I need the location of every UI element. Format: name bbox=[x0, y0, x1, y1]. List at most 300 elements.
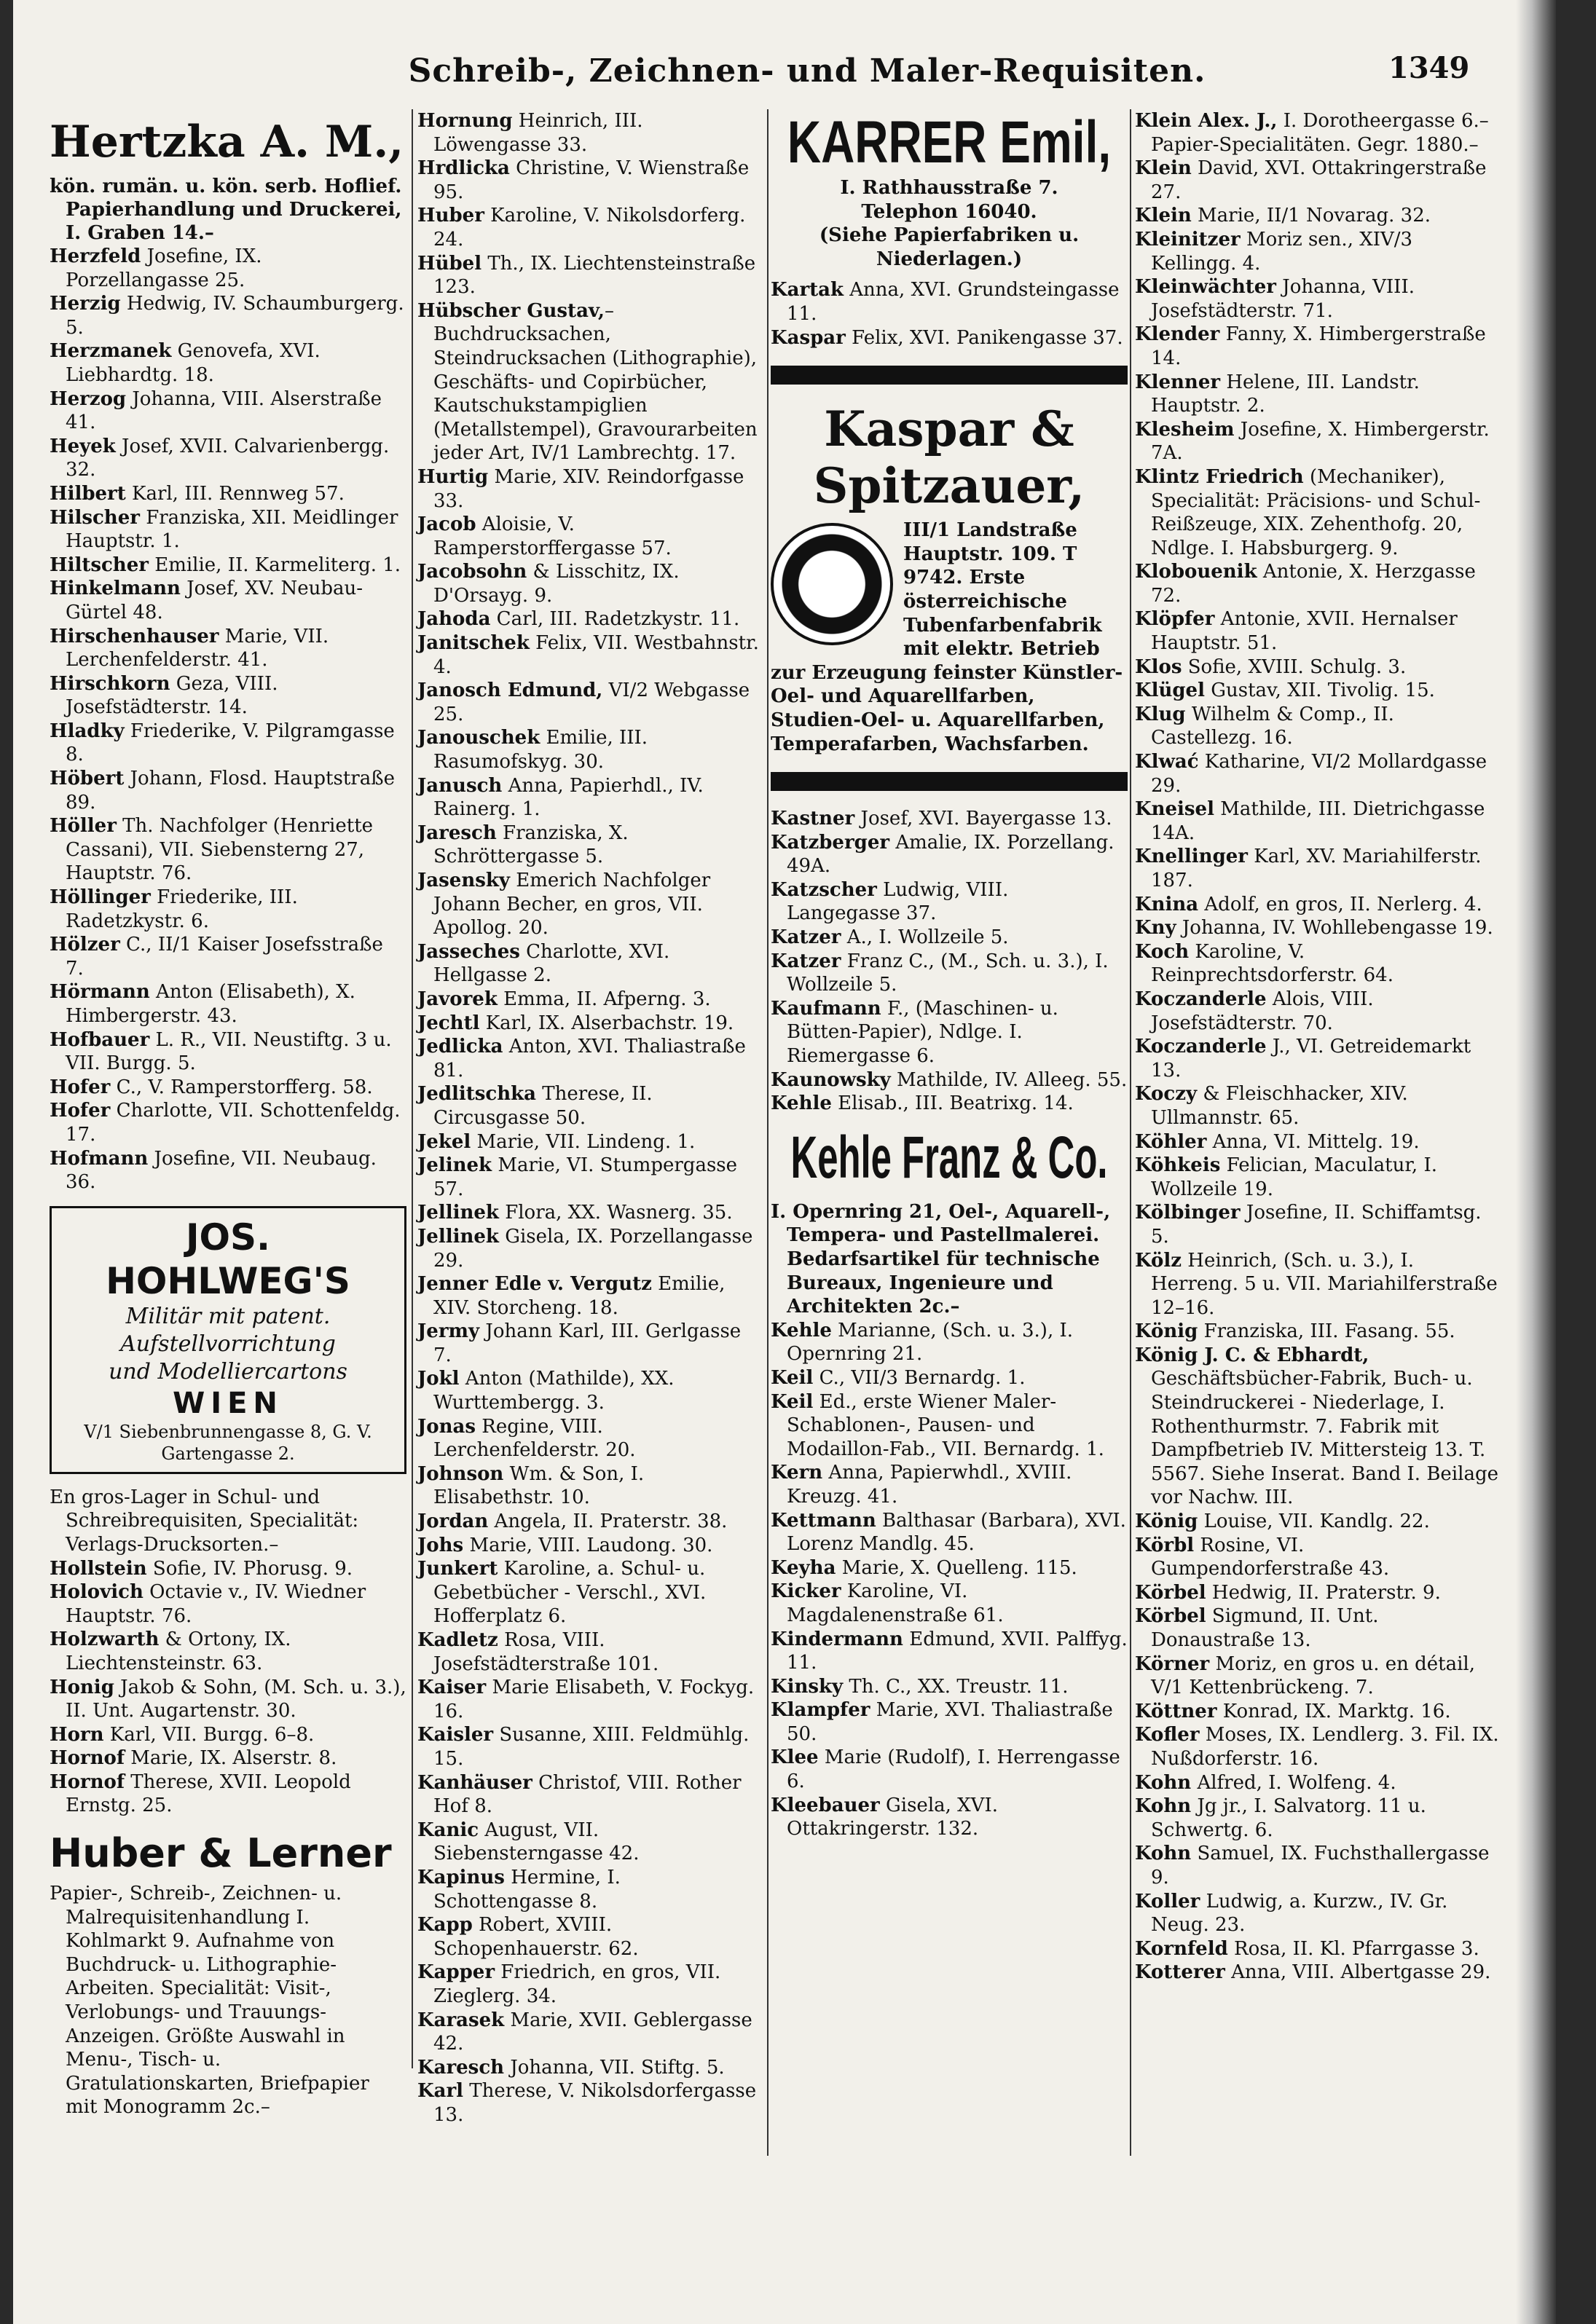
entry-details: F., (Maschinen- u. Bütten-Papier), Ndlge. I. Riemergasse 6. bbox=[787, 997, 1058, 1068]
entry-details: Balthasar (Barbara), XVI. Lorenz Mandlg. 45. bbox=[787, 1509, 1126, 1556]
entry-name: Klwać bbox=[1135, 751, 1199, 773]
entry-details: Jg jr., I. Salvatorg. 11 u. Schwertg. 6. bbox=[1151, 1795, 1426, 1841]
entry-details: Franz C., (M., Sch. u. 3.), I. Wollzeile 5. bbox=[787, 950, 1109, 996]
entry-name: Kleebauer bbox=[771, 1794, 880, 1816]
entry-name: Klampfer bbox=[771, 1699, 870, 1722]
entry-name: Koczy bbox=[1135, 1083, 1198, 1106]
entry-name: Kneisel bbox=[1135, 798, 1214, 821]
directory-entry bbox=[50, 387, 406, 435]
directory-entry bbox=[50, 1628, 406, 1675]
entry-details: VI/2 Webgasse 25. bbox=[433, 680, 750, 725]
entry-name: Huber bbox=[417, 205, 484, 227]
entry-name: Körner bbox=[1135, 1653, 1210, 1675]
directory-entry bbox=[771, 1556, 1128, 1580]
entry-details: Friedrich, en gros, VII. Zieglerg. 34. bbox=[433, 1961, 721, 2007]
entry-details: Gustav, XII. Tivolig. 15. bbox=[1204, 680, 1435, 702]
directory-entry bbox=[1135, 916, 1499, 940]
entry-name: König J. C. & Ebhardt, bbox=[1135, 1344, 1369, 1366]
directory-entry bbox=[417, 513, 763, 560]
directory-entry bbox=[771, 1746, 1128, 1793]
entry-details: I. Dorotheergasse 6.– Papier-Specialitäten. Gegr. 1880.– bbox=[1151, 110, 1489, 156]
entry-name: Kornfeld bbox=[1135, 1937, 1228, 1960]
entry-name: Hinkelmann bbox=[50, 578, 181, 600]
directory-entry bbox=[771, 1092, 1128, 1116]
entry-name: Kaunowsky bbox=[771, 1068, 891, 1091]
entry-name: Jekel bbox=[417, 1130, 471, 1153]
directory-entry bbox=[417, 109, 763, 157]
entry-name: Klug bbox=[1135, 703, 1186, 725]
directory-entry bbox=[50, 554, 406, 578]
entry-name: Knina bbox=[1135, 893, 1199, 915]
entry-name: Janitschek bbox=[417, 632, 530, 655]
entry-details: Josefine, II. Schiffamtsg. 5. bbox=[1151, 1202, 1482, 1248]
entry-name: Jechtl bbox=[417, 1012, 480, 1034]
entry-details: Marie, X. Quelleng. 115. bbox=[836, 1556, 1077, 1579]
entry-details: Charlotte, XVI. Hellgasse 2. bbox=[433, 940, 670, 987]
entry-details: Mathilde, III. Dietrichgasse 14A. bbox=[1151, 798, 1485, 844]
kehle-description: I. Opernring 21, Oel-, Aquarell-, Tempera- und Pastellmalerei. Bedarfsartikel für technische Bureaux, Ingenieure und Architekten 2c.– bbox=[771, 1200, 1111, 1318]
directory-entry bbox=[1135, 371, 1499, 418]
entry-details: Johann, Flosd. Hauptstraße 89. bbox=[66, 768, 395, 814]
entry-details: Geza, VIII. Josefstädterstr. 14. bbox=[66, 672, 278, 719]
entry-name: Herzig bbox=[50, 293, 121, 315]
directory-entry bbox=[771, 1319, 1128, 1366]
entry-name: Karasek bbox=[417, 2009, 505, 2031]
entry-details: Geschäftsbücher-Fabrik, Buch- u. Steindruckerei - Niederlage, I. Rothenthurmstr. 7. Fabrik mit Dampfbetrieb IV. Mittersteig 13. T. 5567. Siehe Inserat. Band I. Beilage vor Nachw. III. bbox=[1151, 1368, 1498, 1509]
directory-entry bbox=[1135, 1082, 1499, 1130]
huber-lerner-heading: Huber & Lerner bbox=[50, 1830, 392, 1877]
directory-entry bbox=[417, 1819, 763, 1866]
entry-details: Carl, III. Radetzkystr. 11. bbox=[490, 608, 740, 631]
directory-entry bbox=[50, 1099, 406, 1146]
directory-entry bbox=[417, 1415, 763, 1462]
entry-details: Karoline, a. Schul- u. Gebetbücher - Verschl., XVI. Hofferplatz 6. bbox=[433, 1558, 707, 1628]
directory-entry bbox=[1135, 750, 1499, 797]
entry-name: Herzmanek bbox=[50, 340, 172, 363]
entry-name: Hofer bbox=[50, 1076, 111, 1098]
entry-details: Robert, XVIII. Schopenhauerstr. 62. bbox=[433, 1914, 639, 1960]
directory-entry bbox=[417, 607, 763, 631]
directory-entry bbox=[1135, 797, 1499, 845]
entry-name: Koch bbox=[1135, 940, 1190, 963]
directory-entry bbox=[50, 720, 406, 767]
directory-entry bbox=[417, 869, 763, 940]
entry-details: Karoline, V. Nikolsdorferg. 24. bbox=[433, 205, 746, 251]
entry-details: Josefine, VII. Neubaug. 36. bbox=[66, 1147, 377, 1194]
entry-details: Elisab., III. Beatrixg. 14. bbox=[831, 1092, 1074, 1115]
entry-details: Karl, VII. Burgg. 6–8. bbox=[103, 1723, 315, 1746]
entry-details: Alois, VIII. Josefstädterstr. 70. bbox=[1151, 988, 1374, 1034]
entry-name: Höllinger bbox=[50, 886, 151, 909]
entry-details: Johanna, VIII. Alserstraße 41. bbox=[66, 387, 382, 434]
entry-details: Sigmund, II. Unt. Donaustraße 13. bbox=[1151, 1605, 1379, 1651]
directory-entry bbox=[417, 1534, 763, 1558]
directory-entry bbox=[1135, 1154, 1499, 1201]
entry-name: Höller bbox=[50, 815, 117, 838]
entry-name: Köttner bbox=[1135, 1700, 1217, 1722]
entry-details: Marie, VII. Lindeng. 1. bbox=[471, 1130, 696, 1153]
directory-entry bbox=[771, 1628, 1128, 1675]
entry-name: Hirschkorn bbox=[50, 672, 170, 695]
directory-entry bbox=[417, 560, 763, 607]
entry-name: Jelinek bbox=[417, 1154, 492, 1177]
directory-entry bbox=[50, 1770, 406, 1818]
entry-details: Emma, II. Afperng. 3. bbox=[497, 988, 711, 1010]
entry-name: Kleinitzer bbox=[1135, 228, 1241, 251]
entry-details: Johanna, VII. Stiftg. 5. bbox=[504, 2056, 725, 2079]
entry-details: Angela, II. Praterstr. 38. bbox=[488, 1510, 728, 1533]
directory-entry bbox=[50, 245, 406, 292]
entry-details: Louise, VII. Kandlg. 22. bbox=[1198, 1510, 1430, 1533]
directory-entry bbox=[417, 2079, 763, 2127]
entry-name: Klein bbox=[1135, 205, 1192, 227]
entry-name: Hilbert bbox=[50, 482, 126, 505]
entry-name: Jaresch bbox=[417, 822, 497, 844]
directory-entry bbox=[1135, 1510, 1499, 1534]
directory-entry bbox=[1135, 1035, 1499, 1082]
entry-details: L. R., VII. Neustiftg. 3 u. VII. Burgg. 5. bbox=[66, 1028, 392, 1075]
directory-entry bbox=[1135, 1581, 1499, 1605]
directory-entry bbox=[771, 1794, 1128, 1841]
directory-entry bbox=[417, 1628, 763, 1676]
directory-entry bbox=[771, 878, 1128, 926]
directory-entry bbox=[417, 1082, 763, 1130]
entry-list bbox=[1135, 109, 1499, 1985]
entry-name: Hollstein bbox=[50, 1557, 147, 1580]
directory-entry bbox=[771, 1580, 1128, 1627]
entry-details: Hermine, I. Schottengasse 8. bbox=[433, 1866, 621, 1913]
entry-name: Klintz Friedrich bbox=[1135, 465, 1304, 488]
entry-details: Emilie, II. Karmeliterg. 1. bbox=[148, 554, 401, 576]
entry-name: Klöpfer bbox=[1135, 608, 1215, 631]
entry-name: Horn bbox=[50, 1723, 104, 1746]
entry-details: Antonie, X. Herzgasse 72. bbox=[1151, 561, 1476, 607]
entry-name: Kapinus bbox=[417, 1866, 505, 1888]
directory-entry bbox=[771, 1509, 1128, 1556]
entry-name: Kicker bbox=[771, 1580, 841, 1603]
karrer-telephone: Telephon 16040. bbox=[861, 200, 1037, 223]
directory-entry bbox=[50, 1557, 406, 1581]
entry-name: Kölbinger bbox=[1135, 1202, 1241, 1224]
entry-name: Kastner bbox=[771, 808, 855, 830]
entry-details: Marie, VII. Lerchenfelderstr. 41. bbox=[66, 625, 329, 671]
entry-details: Therese, V. Nikolsdorfergasse 13. bbox=[433, 2080, 757, 2126]
entry-name: Keil bbox=[771, 1390, 814, 1413]
directory-entry bbox=[1135, 893, 1499, 917]
directory-entry bbox=[50, 767, 406, 814]
directory-entry bbox=[1135, 1344, 1499, 1510]
entry-details: A., I. Wollzeile 5. bbox=[841, 926, 1009, 949]
entry-name: Kindermann bbox=[771, 1628, 903, 1650]
column-divider bbox=[412, 109, 413, 2068]
entry-name: Katzscher bbox=[771, 878, 877, 901]
entry-details: Wm. & Son, I. Elisabethstr. 10. bbox=[433, 1462, 645, 1509]
directory-entry bbox=[1135, 465, 1499, 560]
directory-entry bbox=[771, 1390, 1128, 1462]
directory-entry bbox=[1135, 323, 1499, 370]
directory-entry bbox=[417, 1225, 763, 1272]
entry-name: Kinsky bbox=[771, 1675, 844, 1698]
entry-name: Kartak bbox=[771, 279, 844, 302]
entry-name: Katzer bbox=[771, 950, 841, 972]
entry-details: Karl, XV. Mariahilferstr. 187. bbox=[1151, 846, 1482, 891]
directory-entry bbox=[1135, 679, 1499, 703]
directory-entry bbox=[417, 2056, 763, 2080]
entry-details: & Lisschitz, IX. D'Orsayg. 9. bbox=[433, 561, 680, 607]
entry-name: Jacobsohn bbox=[417, 561, 527, 583]
entry-name: Jenner Edle v. Vergutz bbox=[417, 1273, 652, 1296]
directory-entry bbox=[417, 1557, 763, 1628]
entry-details: Marianne, (Sch. u. 3.), I. Opernring 21. bbox=[787, 1319, 1074, 1366]
entry-details: David, XVI. Ottakringerstraße 27. bbox=[1151, 157, 1487, 203]
entry-name: Körbel bbox=[1135, 1605, 1206, 1628]
entry-details: Christof, VIII. Rother Hof 8. bbox=[433, 1771, 742, 1818]
entry-name: Kaspar bbox=[771, 326, 846, 349]
entry-name: Keil bbox=[771, 1366, 814, 1389]
entry-name: Hübscher Gustav, bbox=[417, 299, 605, 322]
entry-details: Sofie, IV. Phorusg. 9. bbox=[146, 1557, 353, 1580]
directory-entry bbox=[50, 1676, 406, 1723]
directory-entry bbox=[417, 1723, 763, 1770]
entry-name: Junkert bbox=[417, 1558, 498, 1580]
entry-details: Therese, XVII. Leopold Ernstg. 25. bbox=[66, 1770, 351, 1817]
entry-details: Edmund, XVII. Palffyg. 11. bbox=[787, 1628, 1128, 1674]
entry-name: Klein bbox=[1135, 157, 1192, 180]
entry-details: Moriz sen., XIV/3 Kellingg. 4. bbox=[1151, 228, 1413, 275]
entry-details: Alfred, I. Wolfeng. 4. bbox=[1191, 1771, 1396, 1794]
entry-details: Anton (Mathilde), XX. Wurttembergg. 3. bbox=[433, 1368, 675, 1414]
directory-entry bbox=[417, 204, 763, 251]
directory-entry bbox=[417, 157, 763, 204]
page-edge-shadow bbox=[1516, 0, 1556, 2324]
entry-details: Josef, XVII. Calvarienbergg. 32. bbox=[66, 435, 390, 481]
directory-entry bbox=[417, 252, 763, 299]
column-4 bbox=[1135, 109, 1499, 1985]
entry-details: Ed., erste Wiener Maler-Schablonen-, Pausen- und Modaillon-Fab., VII. Bernardg. 1. bbox=[787, 1390, 1104, 1460]
directory-entry bbox=[771, 997, 1128, 1068]
entry-name: Holzwarth bbox=[50, 1628, 160, 1651]
directory-entry bbox=[1135, 1795, 1499, 1842]
directory-entry bbox=[1135, 1604, 1499, 1652]
entry-name: Karl bbox=[417, 2080, 464, 2103]
entry-details: Franziska, X. Schröttergasse 5. bbox=[433, 822, 629, 868]
entry-details: Josefine, X. Himbergerstr. 7A. bbox=[1151, 418, 1490, 465]
entry-name: Kettmann bbox=[771, 1509, 876, 1532]
kaspar-spitzauer-description: III/1 Landstraße Hauptstr. 109. T 9742. Erste österreichische Tubenfarbenfabrik mit elektr. Betrieb zur Erzeugung feinster Künstler-Oel- und Aquarellfarben, Studien-Oel- u. Aquarellfarben, Temperafarben, Wachsfarben. bbox=[771, 519, 1123, 755]
directory-entry bbox=[50, 339, 406, 387]
entry-name: Kern bbox=[771, 1462, 823, 1484]
page-number: 1349 bbox=[1388, 51, 1470, 85]
entry-details: Josefine, IX. Porzellangasse 25. bbox=[66, 245, 262, 291]
entry-name: Jellinek bbox=[417, 1225, 499, 1248]
entry-name: Klesheim bbox=[1135, 418, 1235, 441]
entry-details: Rosa, II. Kl. Pfarrgasse 3. bbox=[1227, 1937, 1479, 1960]
directory-entry bbox=[1135, 1130, 1499, 1154]
hohlweg-advertisement bbox=[50, 1206, 406, 1474]
directory-entry bbox=[50, 577, 406, 624]
entry-details: Felician, Maculatur, I. Wollzeile 19. bbox=[1151, 1154, 1437, 1200]
directory-entry bbox=[1135, 607, 1499, 655]
directory-entry bbox=[417, 1012, 763, 1036]
column-1 bbox=[50, 109, 406, 2119]
entry-name: Hofer bbox=[50, 1100, 111, 1122]
entry-details: Heinrich, (Sch. u. 3.), I. Herreng. 5 u. VII. Mariahilferstraße 12–16. bbox=[1151, 1249, 1498, 1319]
entry-details: Anna, XVI. Grundsteingasse 11. bbox=[787, 279, 1120, 325]
entry-details: Emilie, XIV. Storcheng. 18. bbox=[433, 1273, 726, 1319]
directory-entry bbox=[417, 299, 763, 465]
directory-entry bbox=[417, 726, 763, 773]
entry-details: Wilhelm & Comp., II. Castellezg. 16. bbox=[1151, 703, 1394, 749]
directory-entry bbox=[771, 1461, 1128, 1508]
page-title: Schreib-, Zeichnen- und Maler-Requisiten. bbox=[408, 52, 1206, 90]
huber-lerner-description: Papier-, Schreib-, Zeichnen- u. Malrequisitenhandlung I. Kohlmarkt 9. Aufnahme von Buchdruck- u. Lithographie-Arbeiten. Specialität: Visit-, Verlobungs- und Trauungs-Anzeigen. Größte Auswahl in Menu-, Tisch- u. Gratulationskarten, Briefpapier mit Monogramm 2c.– bbox=[50, 1883, 369, 2119]
directory-entry bbox=[771, 1068, 1128, 1092]
entry-name: Jahoda bbox=[417, 608, 491, 631]
entry-details: Hedwig, II. Praterstr. 9. bbox=[1206, 1581, 1441, 1604]
directory-entry bbox=[771, 950, 1128, 997]
directory-entry bbox=[417, 1272, 763, 1320]
entry-name: Kaufmann bbox=[771, 997, 881, 1020]
entry-details: Flora, XX. Wasnerg. 35. bbox=[498, 1202, 733, 1224]
entry-name: Jasseches bbox=[417, 940, 520, 963]
directory-entry bbox=[1135, 157, 1499, 204]
entry-details: Ludwig, a. Kurzw., IV. Gr. Neug. 23. bbox=[1151, 1890, 1448, 1937]
entry-name: König bbox=[1135, 1510, 1198, 1533]
entry-name: Körbel bbox=[1135, 1581, 1206, 1604]
directory-entry bbox=[771, 1698, 1128, 1746]
entry-name: Hofbauer bbox=[50, 1028, 150, 1051]
entry-name: Hirschenhauser bbox=[50, 625, 219, 647]
directory-entry bbox=[1135, 1771, 1499, 1795]
directory-entry bbox=[1135, 1700, 1499, 1724]
directory-entry bbox=[1135, 560, 1499, 607]
entry-name: Klee bbox=[771, 1746, 819, 1769]
directory-entry bbox=[50, 435, 406, 482]
entry-details: Moses, IX. Lendlerg. 3. Fil. IX. Nußdorferstr. 16. bbox=[1151, 1724, 1499, 1770]
directory-entry bbox=[417, 1676, 763, 1723]
directory-entry bbox=[417, 774, 763, 822]
entry-details: Heinrich, III. Löwengasse 33. bbox=[433, 110, 643, 156]
directory-entry bbox=[1135, 1961, 1499, 1985]
entry-details: Anna, Papierhdl., IV. Rainerg. 1. bbox=[433, 774, 704, 821]
entry-name: Kölz bbox=[1135, 1249, 1182, 1272]
directory-entry bbox=[1135, 418, 1499, 465]
entry-name: König bbox=[1135, 1320, 1198, 1343]
entry-name: Koller bbox=[1135, 1890, 1200, 1913]
entry-name: Köhler bbox=[1135, 1130, 1207, 1153]
entry-details: Rosa, VIII. Josefstädterstraße 101. bbox=[433, 1629, 659, 1675]
entry-name: Kanhäuser bbox=[417, 1771, 532, 1794]
entry-name: Klein Alex. J., bbox=[1135, 110, 1278, 132]
entry-list bbox=[771, 1319, 1128, 1841]
entry-name: Hladky bbox=[50, 720, 125, 742]
directory-entry bbox=[50, 1723, 406, 1747]
directory-entry bbox=[417, 1201, 763, 1225]
entry-name: Koczanderle bbox=[1135, 1036, 1267, 1058]
directory-entry bbox=[1135, 204, 1499, 228]
ad-line: und Modelliercartons bbox=[109, 1358, 347, 1384]
karrer-heading: KARRER Emil, bbox=[787, 109, 1112, 176]
entry-details: Mathilde, IV. Alleeg. 55. bbox=[890, 1068, 1128, 1091]
entry-details: Anton, XVI. Thaliastraße 81. bbox=[433, 1036, 746, 1082]
entry-details: Marie, XIV. Reindorfgasse 33. bbox=[433, 465, 744, 512]
directory-entry bbox=[417, 1462, 763, 1510]
entry-list bbox=[771, 807, 1128, 1116]
entry-name: Herzog bbox=[50, 387, 127, 410]
entry-list bbox=[771, 278, 1128, 350]
directory-entry bbox=[50, 1028, 406, 1076]
directory-entry bbox=[417, 2009, 763, 2056]
entry-name: Hübel bbox=[417, 252, 482, 275]
entry-name: Jordan bbox=[417, 1510, 489, 1533]
directory-entry bbox=[417, 1320, 763, 1367]
entry-details: Emilie, III. Rasumofskyg. 30. bbox=[433, 727, 648, 773]
entry-name: Kny bbox=[1135, 917, 1176, 940]
directory-entry bbox=[1135, 109, 1499, 157]
column-2 bbox=[417, 109, 763, 2127]
entry-name: Hornof bbox=[50, 1747, 125, 1770]
entry-name: Karesch bbox=[417, 2056, 505, 2079]
entry-name: Katzer bbox=[771, 926, 841, 949]
entry-details: Felix, VII. Westbahnstr. 4. bbox=[433, 632, 759, 678]
entry-list bbox=[417, 109, 763, 2127]
entry-name: Hurtig bbox=[417, 465, 489, 488]
entry-details: Felix, XVI. Panikengasse 37. bbox=[845, 326, 1123, 349]
directory-entry bbox=[50, 1076, 406, 1100]
entry-name: Katzberger bbox=[771, 831, 890, 854]
directory-entry bbox=[1135, 845, 1499, 892]
ad-line: Militär mit patent. Aufstellvorrichtung bbox=[120, 1303, 336, 1357]
entry-details: Aloisie, V. Ramperstorffergasse 57. bbox=[433, 513, 672, 559]
directory-entry bbox=[1135, 1201, 1499, 1248]
entry-name: Klenner bbox=[1135, 371, 1221, 393]
entry-details: Marie, IX. Alserstr. 8. bbox=[125, 1747, 337, 1770]
entry-details: Anton (Elisabeth), X. Himbergerstr. 43. bbox=[66, 981, 355, 1027]
entry-name: Jonas bbox=[417, 1415, 476, 1438]
entry-name: Jasensky bbox=[417, 870, 510, 891]
entry-details: Moriz, en gros u. en détail, V/1 Kettenbrückeng. 7. bbox=[1151, 1653, 1476, 1699]
directory-entry bbox=[417, 1154, 763, 1201]
entry-name: Janouschek bbox=[417, 727, 540, 749]
entry-name: Holovich bbox=[50, 1581, 144, 1604]
entry-name: Honig bbox=[50, 1676, 114, 1698]
entry-name: Jermy bbox=[417, 1320, 480, 1343]
entry-details: Konrad, IX. Marktg. 16. bbox=[1216, 1700, 1451, 1722]
entry-name: Kohn bbox=[1135, 1795, 1192, 1818]
directory-entry bbox=[1135, 1723, 1499, 1770]
entry-details: Johanna, VIII. Josefstädterstr. 71. bbox=[1151, 276, 1415, 322]
directory-entry bbox=[50, 482, 406, 506]
entry-list bbox=[50, 245, 406, 1194]
entry-details: Amalie, IX. Porzellang. 49A. bbox=[787, 831, 1115, 878]
entry-name: Kapp bbox=[417, 1914, 473, 1937]
entry-name: Klügel bbox=[1135, 680, 1205, 702]
entry-details: Rosine, VI. Gumpendorferstraße 43. bbox=[1151, 1534, 1390, 1580]
directory-entry bbox=[417, 1961, 763, 2008]
entry-name: Höbert bbox=[50, 768, 125, 790]
directory-entry bbox=[417, 1367, 763, 1414]
entry-name: Hrdlicka bbox=[417, 157, 510, 180]
entry-name: Kaisler bbox=[417, 1724, 494, 1746]
directory-entry bbox=[417, 679, 763, 726]
divider-bar bbox=[771, 366, 1128, 385]
directory-entry bbox=[1135, 988, 1499, 1035]
entry-details: Adolf, en gros, II. Nerlerg. 4. bbox=[1198, 893, 1482, 915]
entry-details: Karl, IX. Alserbachstr. 19. bbox=[479, 1012, 734, 1034]
directory-entry bbox=[417, 631, 763, 679]
directory-entry bbox=[771, 926, 1128, 950]
entry-name: Knellinger bbox=[1135, 846, 1248, 868]
